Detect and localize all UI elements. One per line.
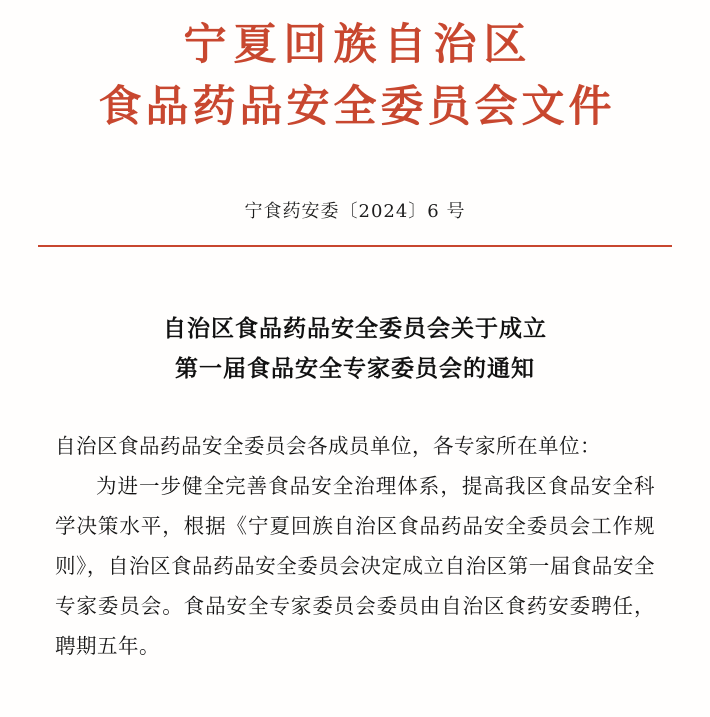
- masthead: [0, 0, 710, 139]
- body-paragraph-1: 为进一步健全完善食品安全治理体系，提高我区食品安全科学决策水平，根据《宁夏回族自治区食品药品安全委员会工作规则》，自治区食品药品安全委员会决定成立自治区第一届食品安全专家委员会。食品安全专家委员会委员由自治区食药安委聘任，聘期五年。: [55, 474, 655, 659]
- masthead-line-1: 宁夏回族自治区: [183, 20, 534, 70]
- red-separator-rule: [38, 245, 672, 247]
- title-line-2: 第一届食品安全专家委员会的通知: [175, 354, 535, 382]
- document-number: 宁食药安委〔2024〕6 号: [244, 200, 466, 222]
- document-title: [0, 309, 710, 390]
- document-body: [55, 427, 655, 667]
- title-line-1: 自治区食品药品安全委员会关于成立: [163, 314, 547, 342]
- masthead-line-2: 食品药品安全委员会文件: [98, 82, 616, 133]
- body-salutation: 自治区食品药品安全委员会各成员单位，各专家所在单位：: [55, 434, 601, 459]
